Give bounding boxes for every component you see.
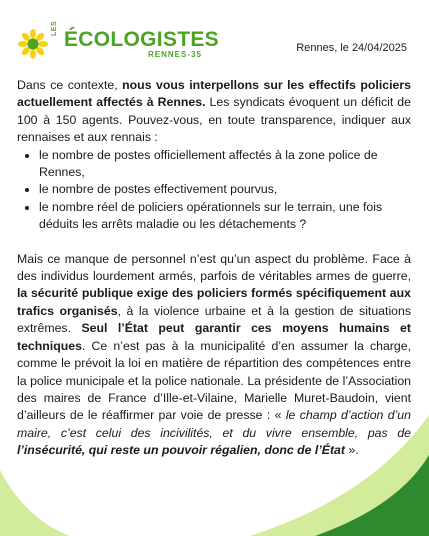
list-item: • le nombre de postes effectivement pourvus, (39, 181, 411, 198)
p2-bold-1: la sécurité publique exige des policiers formés spécifiquement aux trafics organisés (17, 286, 411, 318)
letter-date: Rennes, le 24/04/2025 (296, 42, 407, 54)
p2-text-2: , à la violence urbaine et à la gestion de situations extrêmes. (17, 303, 412, 336)
logo-brand: ÉCOLOGISTES (64, 28, 219, 51)
paragraph-1 (17, 77, 411, 147)
list-item: • le nombre réel de policiers opérationnels sur le terrain, une fois déduits les arrêts maladie ou les détachements ? (39, 199, 411, 234)
questions-list (17, 147, 411, 234)
list-item: • le nombre de postes officiellement affectés à la zone police de Rennes, (39, 147, 411, 182)
p2-bold-2: Seul l’État peut garantir ces moyens humains et techniques (17, 321, 411, 353)
logo-city: RENNES-35 (148, 50, 202, 59)
p2-text-1: Mais ce manque de personnel n’est qu’un aspect du problème. Face à des individus lourdement armés, parfois de véritables armes de guerre, (17, 251, 411, 284)
p2-text-4: ». (344, 443, 359, 458)
p2-text-3: . Ce n’est pas à la municipalité d’en assumer la charge, comme le prévoit la loi en matière de répartition des compétences entre la police municipale et la police nationale. La présidente de l’Association des maires de France d’Ille-et-Vilaine, Marielle Muret-Baudoin, vient d’ailleurs de le réaffirmer par voie de presse : « (17, 338, 411, 423)
logo-prefix: LES (51, 20, 58, 36)
p1-text-1: Dans ce contexte, (17, 78, 123, 92)
p2-quote-bold-italic: l’insécurité, qui reste un pouvoir régalien, donc de l’État (17, 443, 345, 458)
letter-body (17, 77, 411, 460)
p1-bold-1: nous vous interpellons sur les effectifs policiers actuellement affectés à Rennes. (17, 78, 411, 110)
paragraph-2 (17, 251, 411, 460)
sunflower-icon (18, 29, 48, 59)
p2-quote-italic: le champ d’action d’un maire, c’est celui des incivilités, et du vivre ensemble, pas de (17, 408, 411, 440)
p1-text-2: Les syndicats évoquent un déficit de 100 à 150 agents. Pouvez-vous, en toute transparence, indiquer aux rennaises et aux rennais : (17, 95, 411, 145)
party-logo (18, 20, 219, 64)
